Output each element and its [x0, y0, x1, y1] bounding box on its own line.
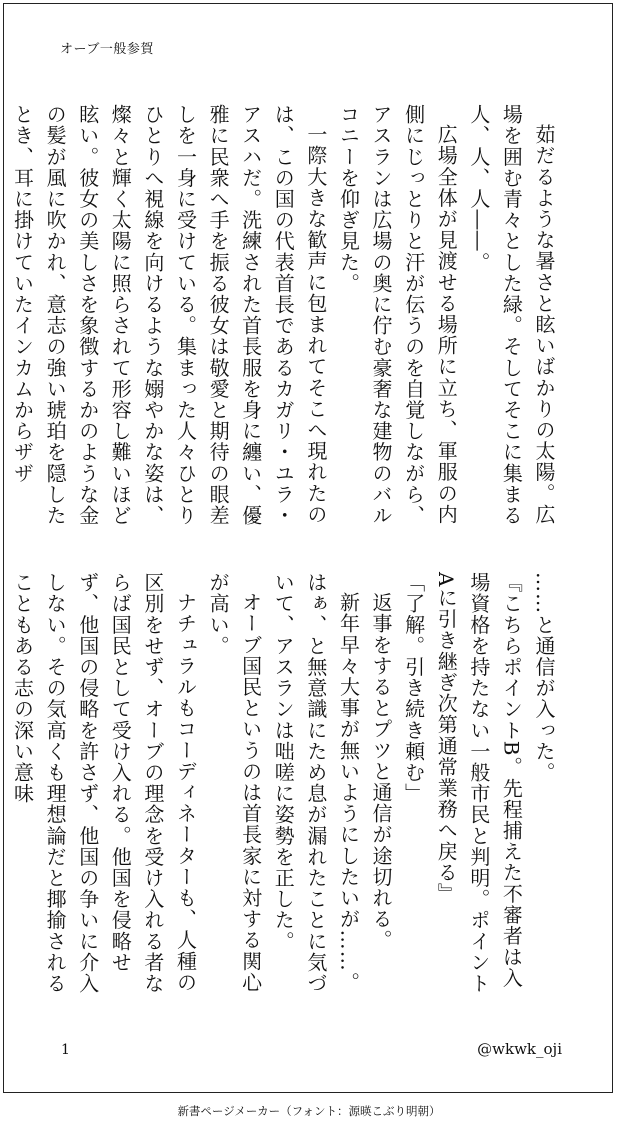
running-title: オーブ一般参賀 [60, 42, 154, 57]
paragraph: 新年早々大事が無いようにしたいが……。はぁ、と無意識にため息が漏れたことに気づいて、アスランは咄嗟に姿勢を正した。 [271, 572, 361, 994]
paragraph: 「了解。引き続き頼む」 [401, 572, 426, 805]
paragraph: 茹だるような暑さと眩いばかりの太陽。広場を囲む青々とした緑。そしてそこに集まる人、人、人――。 [466, 104, 556, 526]
paragraph: ……と通信が入った。 [532, 572, 556, 783]
paragraph: オーブ国民というのは首長家に対する関心が高い。 [206, 572, 263, 993]
text-block-bottom [10, 572, 560, 1002]
paragraph: 広場全体が見渡せる場所に立ち、軍服の内側にじっとりと汗が伝うのを自覚しながら、アスランは広場の奥に佇む豪奢な建物のバルコニーを仰ぎ見た。 [336, 104, 459, 526]
paragraph: 『こちらポイントB。先程捕えた不審者は入場資格を持たない一般市民と判明。ポイントAに引き継ぎ次第通常業務へ戻る』 [434, 572, 524, 994]
footer-credit: 新書ページメーカー（フォント：源暎こぶり明朝） [177, 1104, 441, 1118]
text-block-top [10, 104, 560, 529]
paragraph: 返事をするとプツと通信が途切れる。 [369, 592, 394, 951]
author-handle: @wkwk_oji [477, 1040, 562, 1058]
page-number: 1 [61, 1042, 70, 1058]
paragraph: 一際大きな歓声に包まれてそこへ現れたのは、この国の代表首長であるカガリ・ユラ・アスハだ。洗練された首長服を身に纏い、優雅に民衆へ手を振る彼女は敬愛と期待の眼差しを一身に受けている。集まった人々ひとりひとりへ視線を向けるような嫋やかな姿は、燦々と輝く太陽に照らされて形容し難いほど眩い。彼女の美しさを象徴するかのような金の髪が風に吹かれ、意志の強い琥珀を隠したとき、耳に掛けていたインカムからザザ [10, 104, 328, 526]
paragraph: ナチュラルもコーディネーターも、人種の区別をせず、オーブの理念を受け入れる者ならば国民として受け入れる。他国を侵略せず、他国の侵略を許さず、他国の争いに介入しない。その気高くも理想論だと揶揄されることもある志の深い意味 [10, 572, 198, 994]
page [3, 3, 613, 1093]
